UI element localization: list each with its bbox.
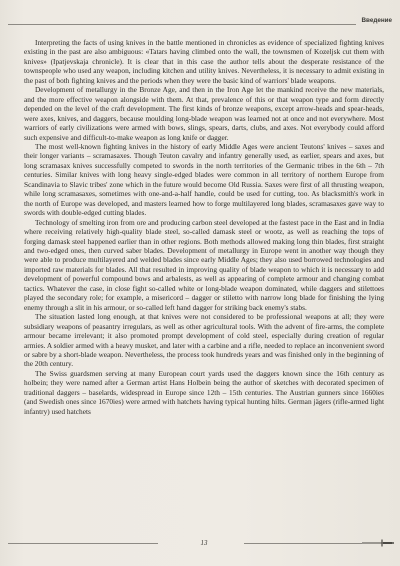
paragraph: Interpreting the facts of using knives in the battle mentioned in chronicles as evidence of specialized fighting knives existing in the past are also ambiguous: «Tatars having climbed onto the wall, the townsmen of Kozeljsk cut them with knives» (Ipatjevskaja chronicle). It is clear that in this case the author tells about the desperate resistance of the townspeople who used any weapon, including kitchen and utility knives. Nevertheless, it is necessary to admit existing in the past of both fighting knives and the periods when they were the basic kind of warriors' blade weapons.	[24, 38, 384, 85]
paragraph: Technology of smelting iron from ore and producing carbon steel developed at the fastest pace in the East and in India where receiving relatively high-quality blade steel, so-called damask steel or wootz, as well as reaching the tops of forging damask steel happened earlier than in other regions. Both methods allowed making long thin blades, first straight and two-edged ones, then curved saber blades. Development of metallurgy in Europe went in another way though they were able to produce multilayered and welded blades since early Middle Ages; they also used borrowed technologies and imported raw materials for blades. All that resulted in improving quality of blade weapon to which it is necessary to add development of powerful compound bows and arbalests, as well as appearing of complete armour and changing combat tactics. Whatever the case, in close fight so-called white or long-blade weapon dominated, while daggers and stilettoes played the secondary role; for example, a misericord – dagger or stiletto with narrow long blade for finishing the lying enemy through a slit in his armour, or so-called left hand dagger for striking back enemy's stabs.	[24, 217, 384, 312]
paragraph: The situation lasted long enough, at that knives were not considered to be professional weapons at all; they were subsidiary weapons of peasantry irregulars, as well as other agricultural tools. With the advent of fire-arms, the complete armour became irrelevant; it also promoted prompt development of cold steel, especially during creation of regular armies. A soldier armed with a heavy musket, and later with a carbine and a rifle, needed to replace an inconvenient sword or sabre by a short-blade weapon. Nevertheless, the process took hundreds years and was finished only in the beginning of the 20th century.	[24, 312, 384, 369]
paragraph: The most well-known fighting knives in the history of early Middle Ages were ancient Teutons' knives – saxes and their longer variants – scramasaxes. Though Teuton cavalry and infantry generally used, as earlier, spears and axes, but long scramasax knives successfully competed to swords in the north territories of the Germanic tribes in the 6th – 7th centuries. Similar knives with long heavy single-edged blades were common in all territory of northern Europe from Scandinavia to Slavic tribes' zone which in the future would become Old Russia. Saxes were first of all thrusting weapon, while long scramasaxes, sometimes with one-and-a-half handle, could be used for cutting, too. As blacksmith's work in the north of Europe was developed, and masters learned how to forge multilayered long blades, scramasaxes gave way to swords with double-edged cutting blades.	[24, 141, 384, 218]
paragraph: Development of metallurgy in the Bronze Age, and then in the Iron Age let the mankind receive the new materials, and the more effective weapon alongside with them. At that, prevalence of this or that weapon type and form directly depended on the level of the craft development. The first kinds of bronze weapons, except arrow-heads and spear-heads, were axes, knives, and daggers, because moulding long-blade weapon was learned not at once and not everywhere. Most warriors of early civilizations were armed with bows, slings, spears, darts, clubs, and axes. Not everybody could afford such expensive and difficult-to-make weapon as long knife or dagger.	[24, 85, 384, 142]
running-head: Введение	[361, 17, 392, 24]
dagger-icon	[362, 538, 394, 548]
footer-rule-right	[244, 543, 362, 544]
page-number: 13	[200, 539, 208, 547]
footer-rule-left	[8, 543, 158, 544]
paragraph: The Swiss guardsmen serving at many European court yards used the daggers known since the 16th century as holbein; they were named after a German artist Hans Holbein being the author of sketches with decorated specimen of traditional daggers – baselards, widespread in Europe since 12th – 15th centuries. The Austrian gunners since 1660ies (and Swedish ones since 1670ies) were armed with hatchets having typical hunting hilts. German jägers (rifle-armed light infantry) used hatchets	[24, 368, 384, 416]
body-text	[24, 38, 384, 416]
header-rule	[8, 24, 356, 25]
